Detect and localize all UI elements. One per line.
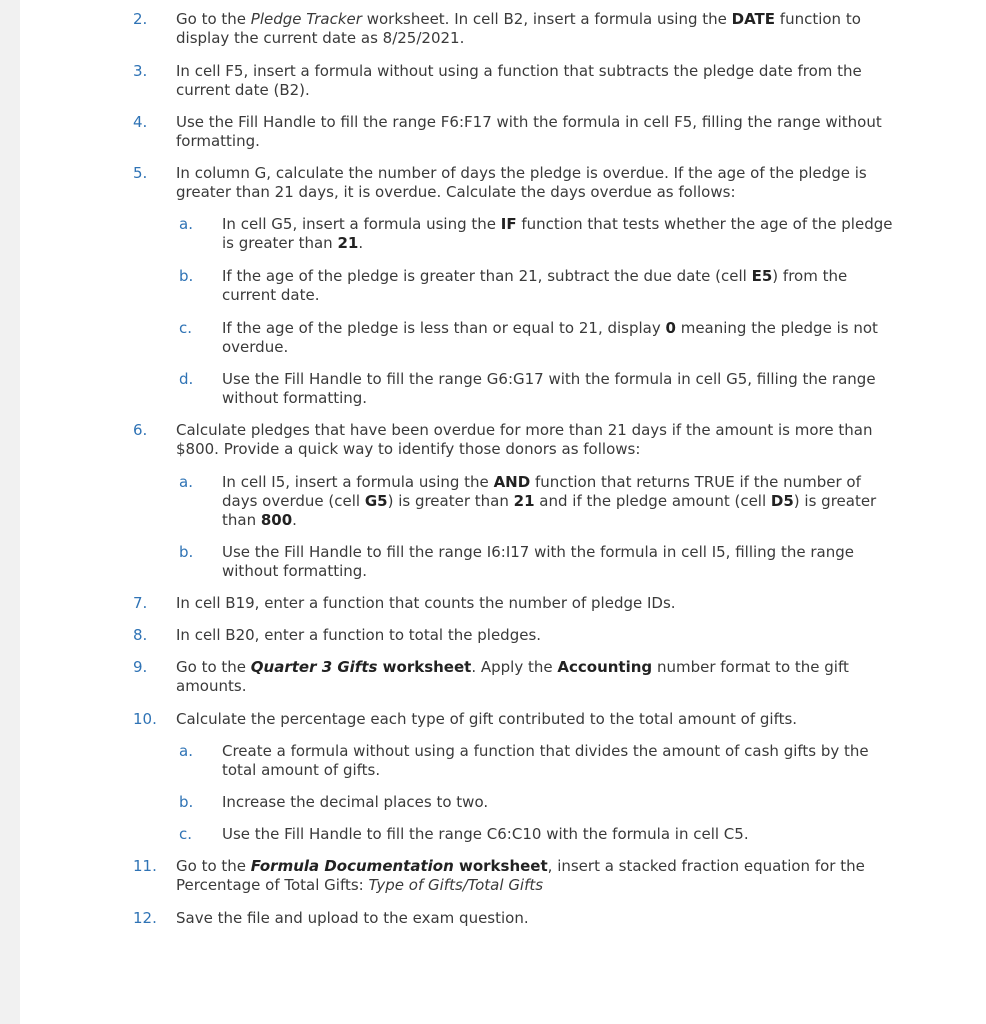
item-number: 6. xyxy=(133,421,148,439)
text-run: Create a formula without using a function that divides the amount of cash gifts by the total amount of gifts. xyxy=(222,742,869,779)
text-run: ) is greater than xyxy=(387,492,514,510)
text-run: G5 xyxy=(364,492,388,510)
item-number: a. xyxy=(179,473,193,491)
text-run: function that returns TRUE if the number of days overdue (cell xyxy=(222,473,861,510)
text-run: ) from the current date. xyxy=(222,267,848,304)
text-run: function to display the current date as 8/25/2021. xyxy=(176,10,861,47)
text-run: Go to the xyxy=(176,658,251,676)
text-run: Calculate the percentage each type of gift contributed to the total amount of gifts. xyxy=(176,710,798,728)
item-text xyxy=(176,857,896,895)
item-number: b. xyxy=(179,543,194,561)
item-number: 8. xyxy=(133,626,148,644)
text-run: Go to the xyxy=(176,10,251,28)
text-run: . Apply the xyxy=(471,658,558,676)
item-text xyxy=(176,626,896,645)
text-run: Use the Fill Handle to fill the range I6:I17 with the formula in cell I5, filling the range without formatting. xyxy=(222,543,854,580)
text-run: AND xyxy=(493,473,531,491)
item-number: 4. xyxy=(133,113,148,131)
text-run: In cell B19, enter a function that counts the number of pledge IDs. xyxy=(176,594,676,612)
item-number: 12. xyxy=(133,909,157,927)
text-run: . xyxy=(358,234,364,252)
item-number: a. xyxy=(179,215,193,233)
item-number: a. xyxy=(179,742,193,760)
text-run: In cell I5, insert a formula using the xyxy=(222,473,494,491)
text-run: Use the Fill Handle to fill the range F6:F17 with the formula in cell F5, filling the range without formatting. xyxy=(176,113,882,150)
item-text xyxy=(176,658,896,696)
item-number: c. xyxy=(179,825,193,843)
text-run: If the age of the pledge is greater than 21, subtract the due date (cell xyxy=(222,267,752,285)
text-run: Quarter 3 Gifts xyxy=(250,658,378,676)
item-number: b. xyxy=(179,267,194,285)
text-run: worksheet xyxy=(377,658,472,676)
text-run: ) is greater than xyxy=(222,492,877,529)
item-text xyxy=(222,473,894,530)
item-number: 11. xyxy=(133,857,157,875)
item-text xyxy=(176,909,896,928)
text-run: IF xyxy=(500,215,517,233)
text-run: If the age of the pledge is less than or equal to 21, display xyxy=(222,319,666,337)
text-run: In column G, calculate the number of days the pledge is overdue. If the age of the pledge is greater than 21 days, it is overdue. Calculate the days overdue as follows: xyxy=(176,164,867,201)
text-run: 21 xyxy=(513,492,535,510)
item-text xyxy=(222,543,894,581)
item-number: b. xyxy=(179,793,194,811)
item-number: 2. xyxy=(133,10,148,28)
item-text xyxy=(222,742,894,780)
item-text xyxy=(222,215,894,253)
text-run: Go to the xyxy=(176,857,251,875)
text-run: In cell G5, insert a formula using the xyxy=(222,215,501,233)
text-run: Type of Gifts/Total Gifts xyxy=(368,876,544,894)
text-run: E5 xyxy=(751,267,773,285)
item-text xyxy=(222,267,894,305)
item-text xyxy=(222,825,894,844)
text-run: Accounting xyxy=(557,658,653,676)
text-run: DATE xyxy=(731,10,776,28)
text-run: In cell B20, enter a function to total the pledges. xyxy=(176,626,542,644)
item-number: d. xyxy=(179,370,194,388)
item-text xyxy=(222,319,894,357)
item-number: 3. xyxy=(133,62,148,80)
text-run: , insert a stacked fraction equation for the Percentage of Total Gifts: xyxy=(176,857,865,894)
text-run: Pledge Tracker xyxy=(250,10,362,28)
text-run: Calculate pledges that have been overdue for more than 21 days if the amount is more than $800. Provide a quick way to identify those donors as follows: xyxy=(176,421,873,458)
item-number: c. xyxy=(179,319,193,337)
text-run: and if the pledge amount (cell xyxy=(534,492,771,510)
text-run: 800 xyxy=(260,511,293,529)
text-run: Use the Fill Handle to fill the range G6:G17 with the formula in cell G5, filling the range without formatting. xyxy=(222,370,876,407)
item-text xyxy=(176,421,896,459)
item-text xyxy=(176,710,896,729)
item-text xyxy=(176,113,896,151)
text-run: meaning the pledge is not overdue. xyxy=(222,319,878,356)
text-run: . xyxy=(292,511,297,529)
item-number: 7. xyxy=(133,594,148,612)
text-run: D5 xyxy=(770,492,794,510)
item-number: 5. xyxy=(133,164,148,182)
item-text xyxy=(176,62,896,100)
item-text xyxy=(176,164,896,202)
text-run: Increase the decimal places to two. xyxy=(222,793,489,811)
document-page xyxy=(20,0,986,1024)
text-run: Save the file and upload to the exam question. xyxy=(176,909,529,927)
item-number: 10. xyxy=(133,710,157,728)
item-text xyxy=(176,10,896,48)
text-run: Formula Documentation xyxy=(250,857,454,875)
text-run: function that tests whether the age of the pledge is greater than xyxy=(222,215,893,252)
item-number: 9. xyxy=(133,658,148,676)
text-run: 21 xyxy=(337,234,359,252)
text-run: Use the Fill Handle to fill the range C6:C10 with the formula in cell C5. xyxy=(222,825,749,843)
item-text xyxy=(222,793,894,812)
text-run: 0 xyxy=(665,319,676,337)
item-text xyxy=(222,370,894,408)
item-text xyxy=(176,594,896,613)
text-run: number format to the gift amounts. xyxy=(176,658,849,695)
text-run: In cell F5, insert a formula without using a function that subtracts the pledge date from the current date (B2). xyxy=(176,62,862,99)
text-run: worksheet xyxy=(453,857,548,875)
text-run: worksheet. In cell B2, insert a formula using the xyxy=(361,10,732,28)
